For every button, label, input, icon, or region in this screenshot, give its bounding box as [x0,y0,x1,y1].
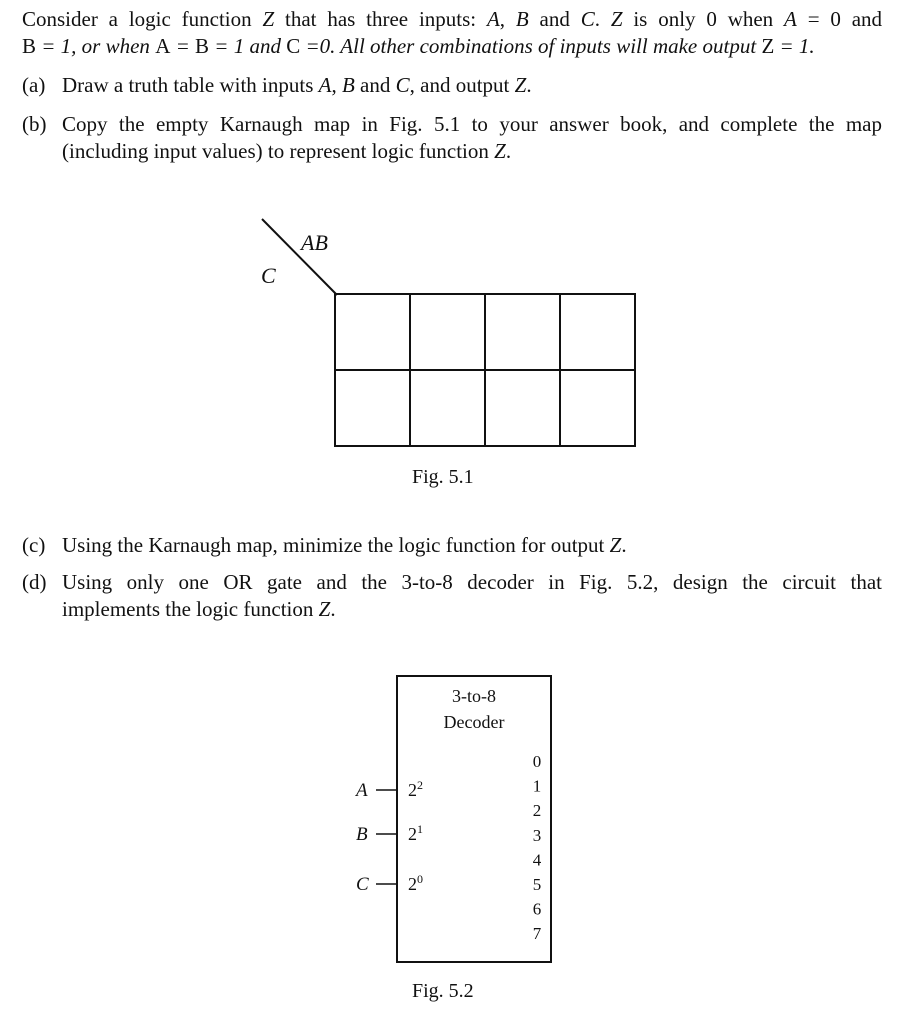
text-run: B [195,34,210,58]
decoder-output-label: 5 [532,875,542,894]
decoder-outputs [533,752,542,943]
variable-name: C [580,7,595,31]
variable-name: = 1 and [209,34,287,58]
decoder-input-signal: A [356,780,368,801]
text-run: . [505,139,512,163]
decoder-output-label: 7 [532,924,542,944]
variable-name: = 1, or when [36,34,156,58]
text-run: . [594,7,611,31]
question-a-label: (a) [22,73,46,97]
text-run: implements the logic function [62,597,319,621]
variable-name: Z [318,597,331,621]
text-run: and [528,7,581,31]
kmap-col-variable: AB [301,230,328,255]
decoder-output-label: 1 [532,776,542,796]
text-run: B [22,34,37,58]
decoder-output-label: 6 [532,899,542,919]
variable-name: Z [494,139,506,163]
question-d-line-1: Using only one OR gate and the 3-to-8 decoder in Fig. 5.2, design the circuit that [62,570,882,594]
text-run: , [499,7,516,31]
question-c-label: (c) [22,533,46,557]
kmap-row-variable: C [261,263,276,288]
variable-name: = [170,34,196,58]
text-run: Z [761,34,775,58]
text-run: is only 0 when [622,7,785,31]
text-run: A [155,34,171,58]
question-b-label: (b) [22,112,47,136]
variable-name: =0. All other combinations of inputs will make output [300,34,762,58]
text-run: , [331,73,342,97]
text-run: Consider a logic function [22,7,263,31]
variable-name: B [515,7,529,31]
decoder-output-label: 3 [532,825,542,845]
question-b-line-1: Copy the empty Karnaugh map in Fig. 5.1 to your answer book, and complete the map [62,112,882,136]
variable-name: C [395,73,410,97]
variable-name: = 1. [774,34,815,58]
text-run: = 0 and [796,7,883,31]
variable-name: B [341,73,355,97]
decoder-title-line-1: 3-to-8 [452,686,496,706]
text-run: , and output [409,73,515,97]
text-run: . [526,73,532,97]
decoder-input-weight: $2^2$ [408,778,423,800]
variable-name: A [486,7,500,31]
variable-name: A [318,73,332,97]
text-run: that has three inputs: [274,7,487,31]
decoder-output-label: 4 [532,850,542,870]
variable-name: Z [610,7,623,31]
decoder-input-weight: $2^0$ [408,872,423,894]
fig-5-1-caption: Fig. 5.1 [412,466,474,488]
decoder-title-line-2: Decoder [443,712,505,732]
decoder-inputs [354,778,423,895]
decoder-input-signal: C [356,874,369,895]
text-run: Using the Karnaugh map, minimize the logic function for output [62,533,610,557]
variable-name: A [784,7,797,31]
decoder-output-label: 2 [532,801,542,821]
text-run: C [286,34,301,58]
variable-name: Z [262,7,275,31]
decoder-output-label: 0 [532,752,542,771]
variable-name: Z [609,533,622,557]
text-run: (including input values) to represent logic function [62,139,495,163]
text-run: . [330,597,336,621]
decoder-input-weight: $2^1$ [408,822,423,844]
decoder-input-signal: B [356,824,368,845]
question-d-label: (d) [22,570,47,594]
text-run: Draw a truth table with inputs [62,73,319,97]
fig-5-2-caption: Fig. 5.2 [412,980,474,1002]
text-run: and [354,73,396,97]
variable-name: Z [514,73,527,97]
text-run: . [621,533,627,557]
